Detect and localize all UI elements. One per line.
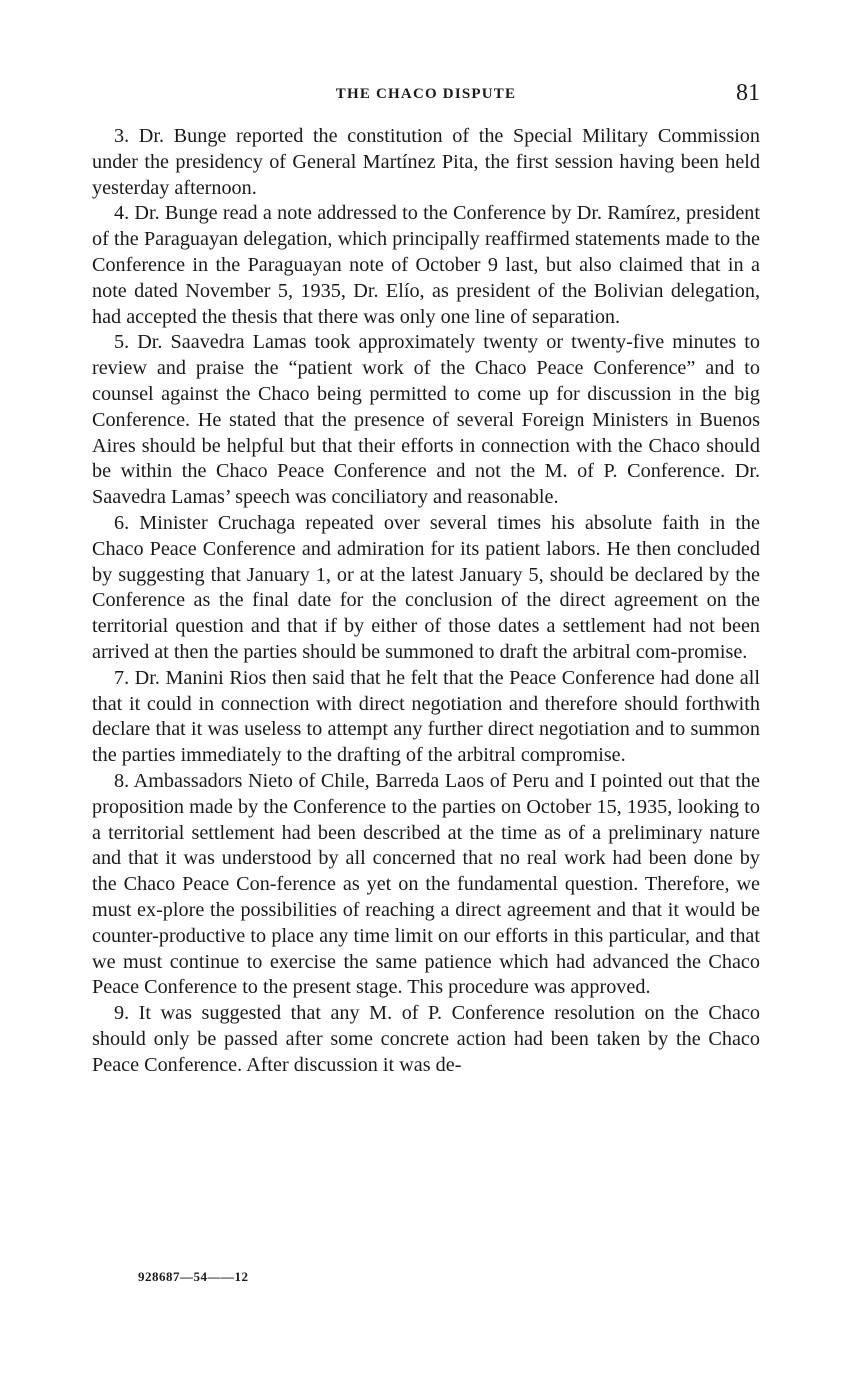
paragraph-5: 5. Dr. Saavedra Lamas took approximately twenty or twenty-five minutes to review and praise the “patient work of the Chaco Peace Conference” and to counsel against the Chaco being permitted to come up for discussion in the big Conference. He stated that the presence of several Foreign Ministers in Buenos Aires should be helpful but that their efforts in connection with the Chaco should be within the Chaco Peace Conference and not the M. of P. Conference. Dr. Saavedra Lamas’ speech was conciliatory and reasonable.	[92, 331, 760, 509]
paragraph-4: 4. Dr. Bunge read a note addressed to the Conference by Dr. Ramírez, president of the Paraguayan delegation, which principally reaffirmed statements made to the Conference in the Paraguayan note of October 9 last, but also claimed that in a note dated November 5, 1935, Dr. Elío, as president of the Bolivian delegation, had accepted the thesis that there was only one line of separation.	[92, 202, 760, 328]
paragraph-6: 6. Minister Cruchaga repeated over several times his absolute faith in the Chaco Peace Conference and admiration for its patient labors. He then concluded by suggesting that January 1, or at the latest January 5, should be declared by the Conference as the final date for the conclusion of the direct agreement on the territorial question and that if by either of those dates a settlement had not been arrived at then the parties should be summoned to draft the arbitral com-promise.	[92, 511, 760, 663]
running-head	[92, 80, 760, 110]
paragraph-7: 7. Dr. Manini Rios then said that he felt that the Peace Conference had done all that it could in connection with direct negotiation and therefore should forthwith declare that it was useless to attempt any further direct negotiation and to summon the parties immediately to the drafting of the arbitral compromise.	[92, 666, 760, 767]
print-code: 928687—54——12	[138, 1269, 249, 1284]
body-text	[92, 124, 760, 1078]
paragraph-8: 8. Ambassadors Nieto of Chile, Barreda Laos of Peru and I pointed out that the proposition made by the Conference to the parties on October 15, 1935, looking to a territorial settlement had been described at the time as of a preliminary nature and that it was understood by all concerned that no real work had been done by the Chaco Peace Con-ference as yet on the fundamental question. Therefore, we must ex-plore the possibilities of reaching a direct agreement and that it would be counter-productive to place any time limit on our efforts in this particular, and that we must continue to exercise the same patience which had advanced the Chaco Peace Conference to the present stage. This procedure was approved.	[92, 769, 760, 999]
paragraph-9: 9. It was suggested that any M. of P. Conference resolution on the Chaco should only be passed after some concrete action had been taken by the Chaco Peace Conference. After discussion it was de-	[92, 1002, 760, 1076]
page-number: 81	[736, 80, 760, 106]
running-title: THE CHACO DISPUTE	[335, 86, 517, 102]
paragraph-3: 3. Dr. Bunge reported the constitution of the Special Military Commission under the presidency of General Martínez Pita, the first session having been held yesterday afternoon.	[92, 125, 760, 199]
